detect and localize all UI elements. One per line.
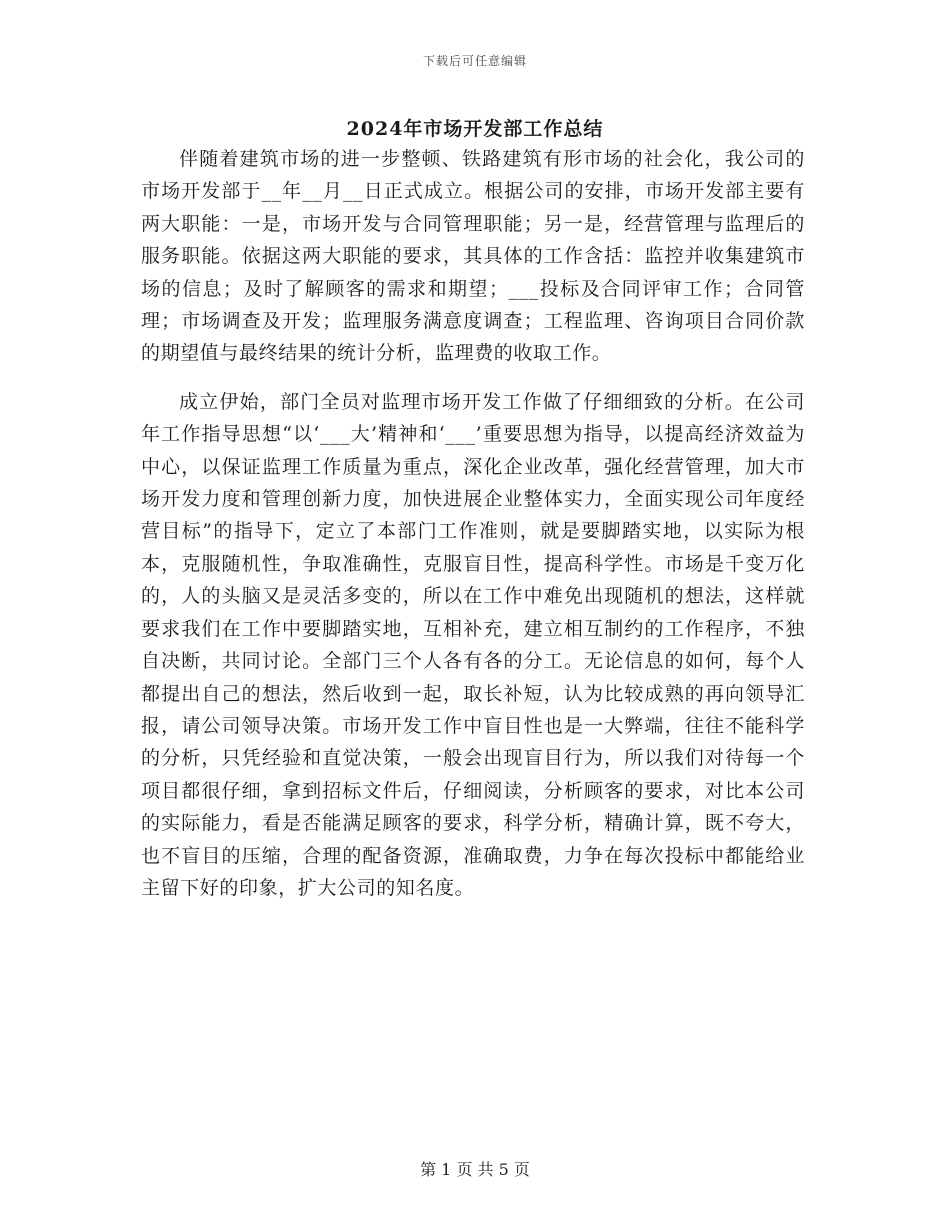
page-number-footer: 第 1 页 共 5 页: [420, 1160, 530, 1179]
paragraph-2: 成立伊始，部门全员对监理市场开发工作做了仔细细致的分析。在公司年工作指导思想“以‘___大’精神和‘___’重要思想为指导，以提高经济效益为中心，以保证监理工作质量为重点，深化企业改革，强化经营管理，加大市场开发力度和管理创新力度，加快进展企业整体实力，全面实现公司年度经营目标”的指导下，定立了本部门工作准则，就是要脚踏实地，以实际为根本，克服随机性，争取准确性，克服盲目性，提高科学性。市场是千变万化的，人的头脑又是灵活多变的，所以在工作中难免出现随机的想法，这样就要求我们在工作中要脚踏实地，互相补充，建立相互制约的工作程序，不独自决断，共同讨论。全部门三个人各有各的分工。无论信息的如何，每个人都提出自己的想法，然后收到一起，取长补短，认为比较成熟的再向领导汇报，请公司领导决策。市场开发工作中盲目性也是一大弊端，往往不能科学的分析，只凭经验和直觉决策，一般会出现盲目行为，所以我们对待每一个项目都很仔细，拿到招标文件后，仔细阅读，分析顾客的要求，对比本公司的实际能力，看是否能满足顾客的要求，科学分析，精确计算，既不夸大，也不盲目的压缩，合理的配备资源，准确取费，力争在每次投标中都能给业主留下好的印象，扩大公司的知名度。: [141, 390, 805, 899]
document-title: 2024年市场开发部工作总结: [346, 118, 604, 140]
document-body: [141, 143, 805, 920]
paragraph-1: 伴随着建筑市场的进一步整顿、铁路建筑有形市场的社会化，我公司的市场开发部于__年__月__日正式成立。根据公司的安排，市场开发部主要有两大职能：一是，市场开发与合同管理职能；另一是，经营管理与监理后的服务职能。依据这两大职能的要求，其具体的工作含括：监控并收集建筑市场的信息；及时了解顾客的需求和期望；___投标及合同评审工作；合同管理；市场调查及开发；监理服务满意度调查；工程监理、咨询项目合同价款的期望值与最终结果的统计分析，监理费的收取工作。: [141, 148, 805, 365]
header-note: 下载后可任意编辑: [422, 54, 527, 68]
